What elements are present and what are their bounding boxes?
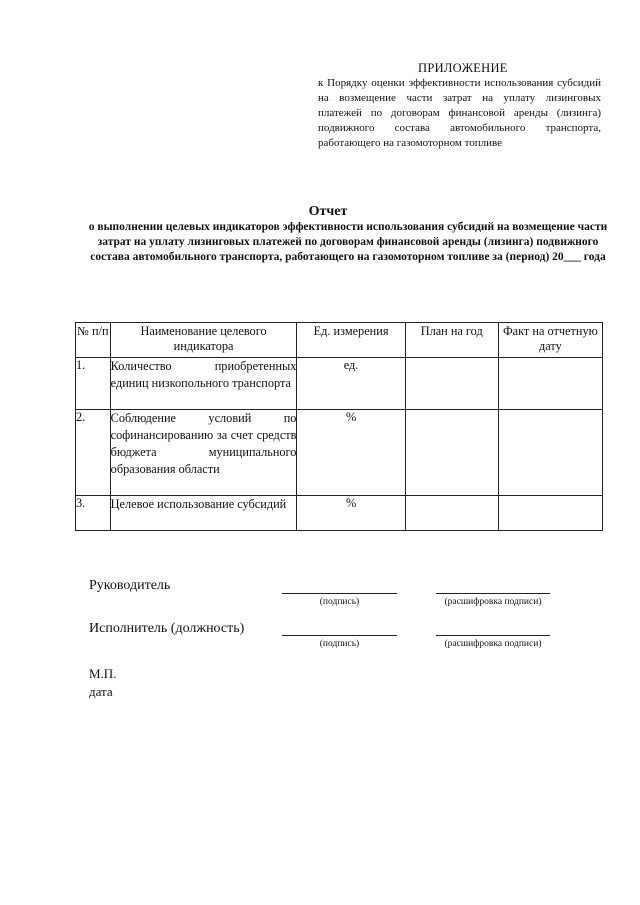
manager-decoding-caption: (расшифровка подписи) <box>444 597 542 607</box>
row-unit: % <box>297 496 405 531</box>
header-fact: Факт на отчетную дату <box>498 323 602 358</box>
row-plan-cell[interactable] <box>405 496 498 531</box>
report-title: Отчет <box>308 204 348 219</box>
row-unit: % <box>297 410 405 496</box>
header-number: № п/п <box>76 323 111 358</box>
row-indicator-name: Количество приобретенных единиц низкопольного транспорта <box>110 358 297 410</box>
row-number: 2. <box>76 410 111 496</box>
executor-decoding-caption: (расшифровка подписи) <box>444 639 542 649</box>
row-plan-cell[interactable] <box>405 410 498 496</box>
row-indicator-name: Соблюдение условий по софинансированию за счет средств бюджета муниципального образования области <box>110 410 297 496</box>
table-header-row <box>76 323 603 358</box>
executor-signature-caption: (подпись) <box>319 639 360 649</box>
executor-signature-line[interactable] <box>282 635 397 636</box>
table-row <box>76 358 603 410</box>
header-unit: Ед. измерения <box>297 323 405 358</box>
row-number: 1. <box>76 358 111 410</box>
date-label[interactable]: дата <box>89 684 113 699</box>
report-subtitle: о выполнении целевых индикаторов эффективности использования субсидий на возмещение части затрат на уплату лизинговых платежей по договорам финансовой аренды (лизинга) подвижного состава автомобильного транспорта, работающего на газомоторном топливе за (период) 20___ года <box>88 221 608 263</box>
stamp-and-date <box>89 665 116 701</box>
row-indicator-name: Целевое использование субсидий <box>110 496 297 531</box>
manager-signature-caption: (подпись) <box>319 597 360 607</box>
row-number: 3. <box>76 496 111 531</box>
manager-signature-line[interactable] <box>282 593 397 594</box>
table-row <box>76 410 603 496</box>
table-row <box>76 496 603 531</box>
row-plan-cell[interactable] <box>405 358 498 410</box>
executor-decoding-line[interactable] <box>436 635 550 636</box>
appendix-text: к Порядку оценки эффективности использования субсидий на возмещение части затрат на уплату лизинговых платежей по договорам финансовой аренды (лизинга) подвижного состава автомобильного транспорта, работающего на газомоторном топливе <box>318 77 601 149</box>
row-fact-cell[interactable] <box>498 410 602 496</box>
stamp-label: М.П. <box>89 666 117 681</box>
manager-label: Руководитель <box>89 578 171 593</box>
row-unit: ед. <box>297 358 405 410</box>
row-fact-cell[interactable] <box>498 358 602 410</box>
header-plan: План на год <box>405 323 498 358</box>
appendix-title: ПРИЛОЖЕНИЕ <box>418 61 508 75</box>
executor-label: Исполнитель (должность) <box>89 621 245 636</box>
manager-decoding-line[interactable] <box>436 593 550 594</box>
header-indicator-name: Наименование целевого индикатора <box>110 323 297 358</box>
indicators-table <box>75 322 603 531</box>
row-fact-cell[interactable] <box>498 496 602 531</box>
